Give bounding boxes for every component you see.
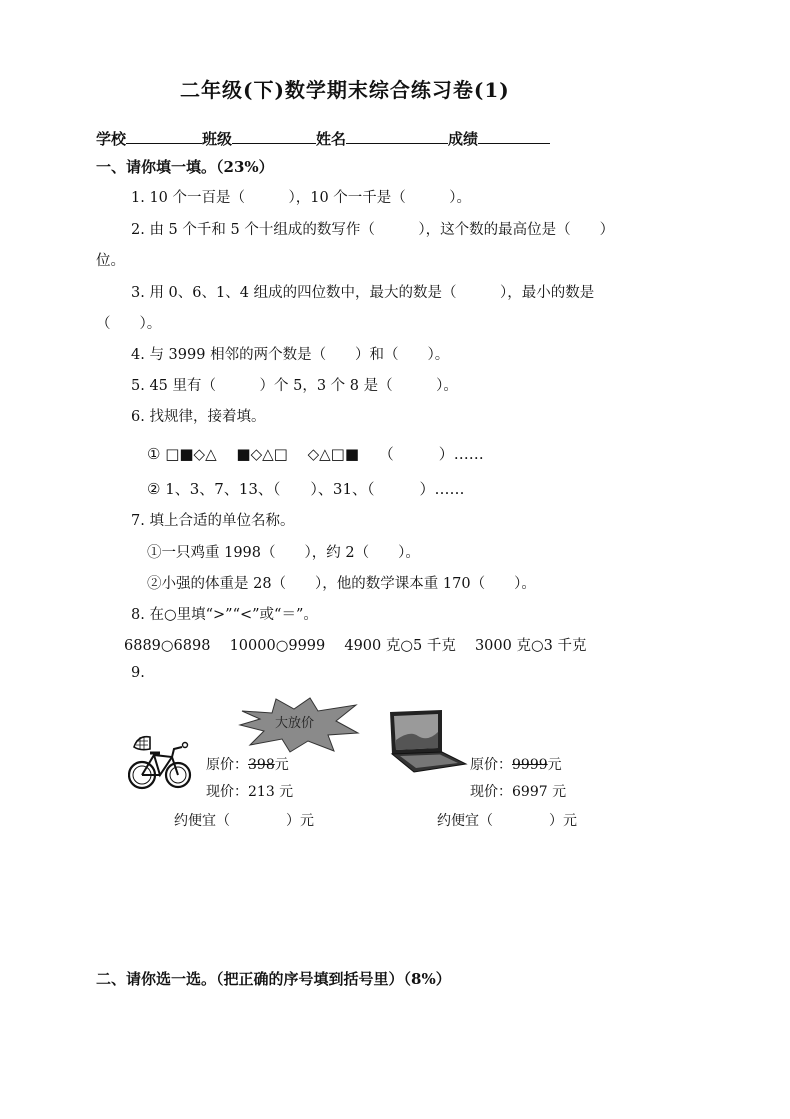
class-label: 班级	[202, 130, 233, 148]
bike-original-value: 398	[248, 757, 275, 773]
question-3-line1: 3. 用 0、6、1、4 组成的四位数中，最大的数是（ ），最小的数是	[131, 285, 595, 301]
laptop-current-price: 现价：6997 元	[470, 784, 567, 800]
class-blank[interactable]	[232, 129, 316, 144]
laptop-original-value: 9999	[512, 757, 548, 773]
question-3-line2: （ ）。	[96, 316, 162, 332]
name-label: 姓名	[316, 130, 347, 148]
question-7a: ①一只鸡重 1998（ ），约 2（ ）。	[147, 545, 420, 561]
section1-heading: 一、请你填一填。（23%）	[96, 158, 274, 176]
question-1: 1. 10 个一百是（ ），10 个一千是（ ）。	[131, 190, 472, 206]
laptop-original-price: 原价：9999元	[470, 757, 562, 773]
question-6: 6. 找规律，接着填。	[131, 409, 266, 425]
question-9: 9.	[131, 665, 145, 681]
question-5: 5. 45 里有（ ）个 5，3 个 8 是（ ）。	[131, 378, 458, 394]
score-blank[interactable]	[478, 129, 550, 144]
question-7b: ②小强的体重是 28（ ），他的数学课本重 170（ ）。	[147, 576, 536, 592]
laptop-discount-blank: 约便宜（ ）元	[437, 813, 577, 829]
sale-badge-text: 大放价	[275, 716, 315, 731]
page-title: 二年级(下)数学期末综合练习卷(1)	[180, 78, 510, 102]
pattern-row-numbers: ② 1、3、7、13、（ ）、31、（ ）……	[147, 480, 465, 498]
section2-heading: 二、请你选一选。（把正确的序号填到括号里）（8%）	[96, 970, 451, 988]
question-8: 8. 在○里填“>”“<”或“＝”。	[131, 607, 318, 623]
pattern-row-shapes: ① □■◇△ ■◇△□ ◇△□■ （ ）……	[147, 445, 484, 463]
question-8-comparisons: 6889○6898 10000○9999 4900 克○5 千克 3000 克○3 千克	[124, 638, 587, 654]
bicycle-icon	[128, 727, 192, 793]
school-blank[interactable]	[126, 129, 202, 144]
laptop-icon	[384, 708, 468, 774]
question-2-line2: 位。	[96, 253, 125, 269]
question-4: 4. 与 3999 相邻的两个数是（ ）和（ ）。	[131, 347, 450, 363]
score-label: 成绩	[448, 130, 479, 148]
school-label: 学校	[96, 130, 127, 148]
student-info-line	[96, 128, 550, 149]
question-2-line1: 2. 由 5 个千和 5 个十组成的数写作（ ），这个数的最高位是（ ）	[131, 222, 615, 238]
question-7: 7. 填上合适的单位名称。	[131, 513, 295, 529]
bike-discount-blank: 约便宜（ ）元	[174, 813, 314, 829]
bike-original-price: 原价：398元	[206, 757, 289, 773]
bike-current-price: 现价：213 元	[206, 784, 294, 800]
name-blank[interactable]	[346, 129, 448, 144]
